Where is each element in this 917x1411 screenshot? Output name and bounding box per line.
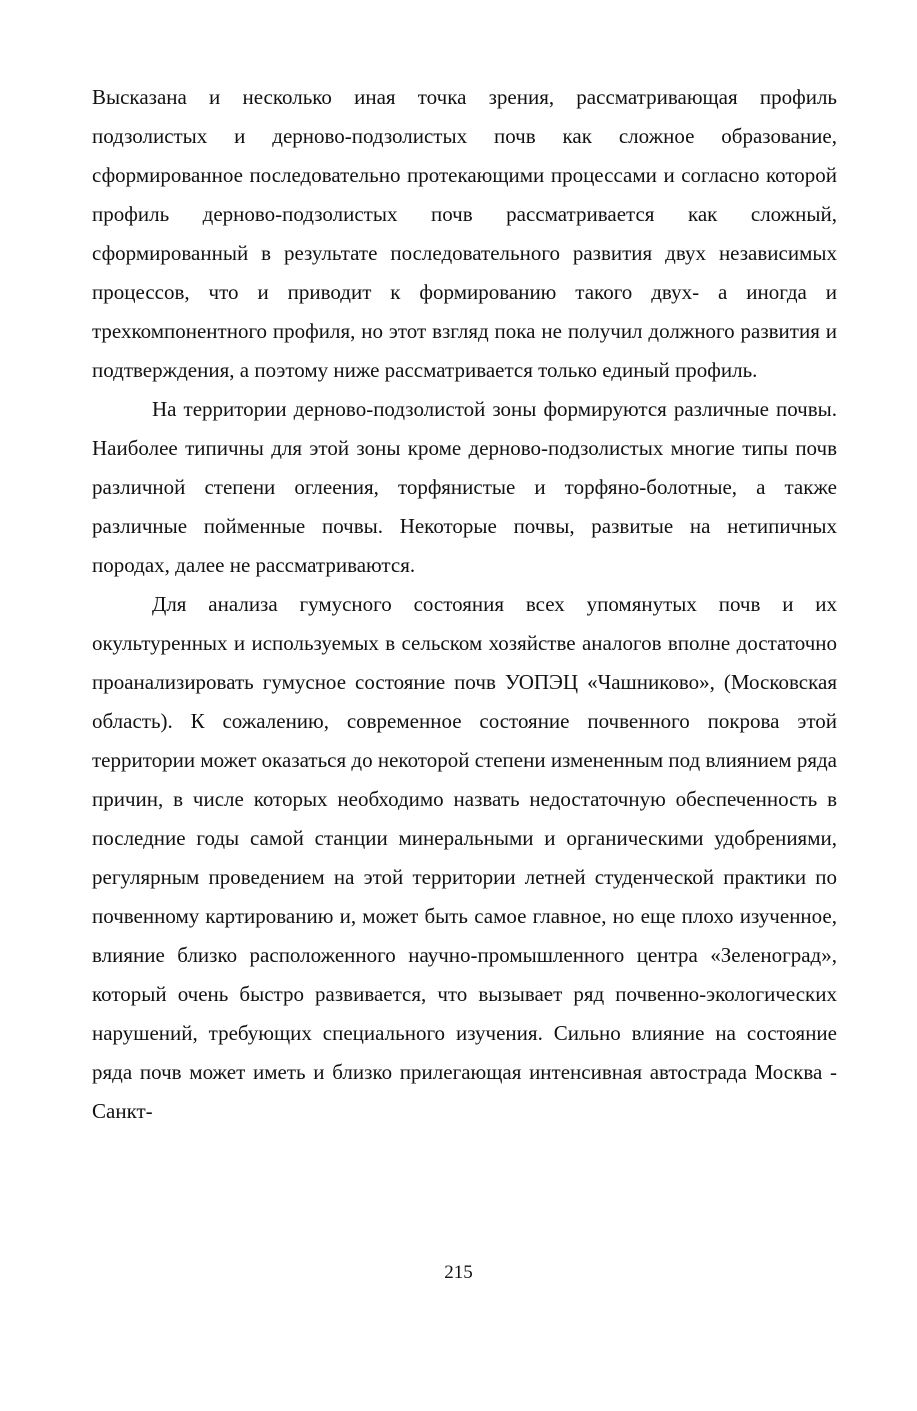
paragraph-2: На территории дерново-подзолистой зоны формируются различные почвы. Наиболее типичны для этой зоны кроме дерново-подзолистых многие типы почв различной степени оглеения, торфянистые и торфяно-болотные, а также различные пойменные почвы. Некоторые почвы, развитые на нетипичных породах, далее не рассматриваются. [92, 397, 837, 577]
page-number: 215 [444, 1262, 473, 1283]
paragraph-1: Высказана и несколько иная точка зрения, рассматривающая профиль подзолистых и дерново-подзолистых почв как сложное образование, сформированное последовательно протекающими процессами и согласно которой профиль дерново-подзолистых почв рассматривается как сложный, сформированный в результате последовательного развития двух независимых процессов, что и приводит к формированию такого двух- а иногда и трехкомпонентного профиля, но этот взгляд пока не получил должного развития и подтверждения, а поэтому ниже рассматривается только единый профиль. [92, 85, 837, 382]
body-text [92, 78, 837, 1131]
paragraph-3: Для анализа гумусного состояния всех упомянутых почв и их окультуренных и используемых в сельском хозяйстве аналогов вполне достаточно проанализировать гумусное состояние почв УОПЭЦ «Чашниково», (Московская область). К сожалению, современное состояние почвенного покрова этой территории может оказаться до некоторой степени измененным под влиянием ряда причин, в числе которых необходимо назвать недостаточную обеспеченность в последние годы самой станции минеральными и органическими удобрениями, регулярным проведением на этой территории летней студенческой практики по почвенному картированию и, может быть самое главное, но еще плохо изученное, влияние близко расположенного научно-промышленного центра «Зеленоград», который очень быстро развивается, что вызывает ряд почвенно-экологических нарушений, требующих специального изучения. Сильно влияние на состояние ряда почв может иметь и близко прилегающая интенсивная автострада Москва - Санкт- [92, 592, 837, 1123]
